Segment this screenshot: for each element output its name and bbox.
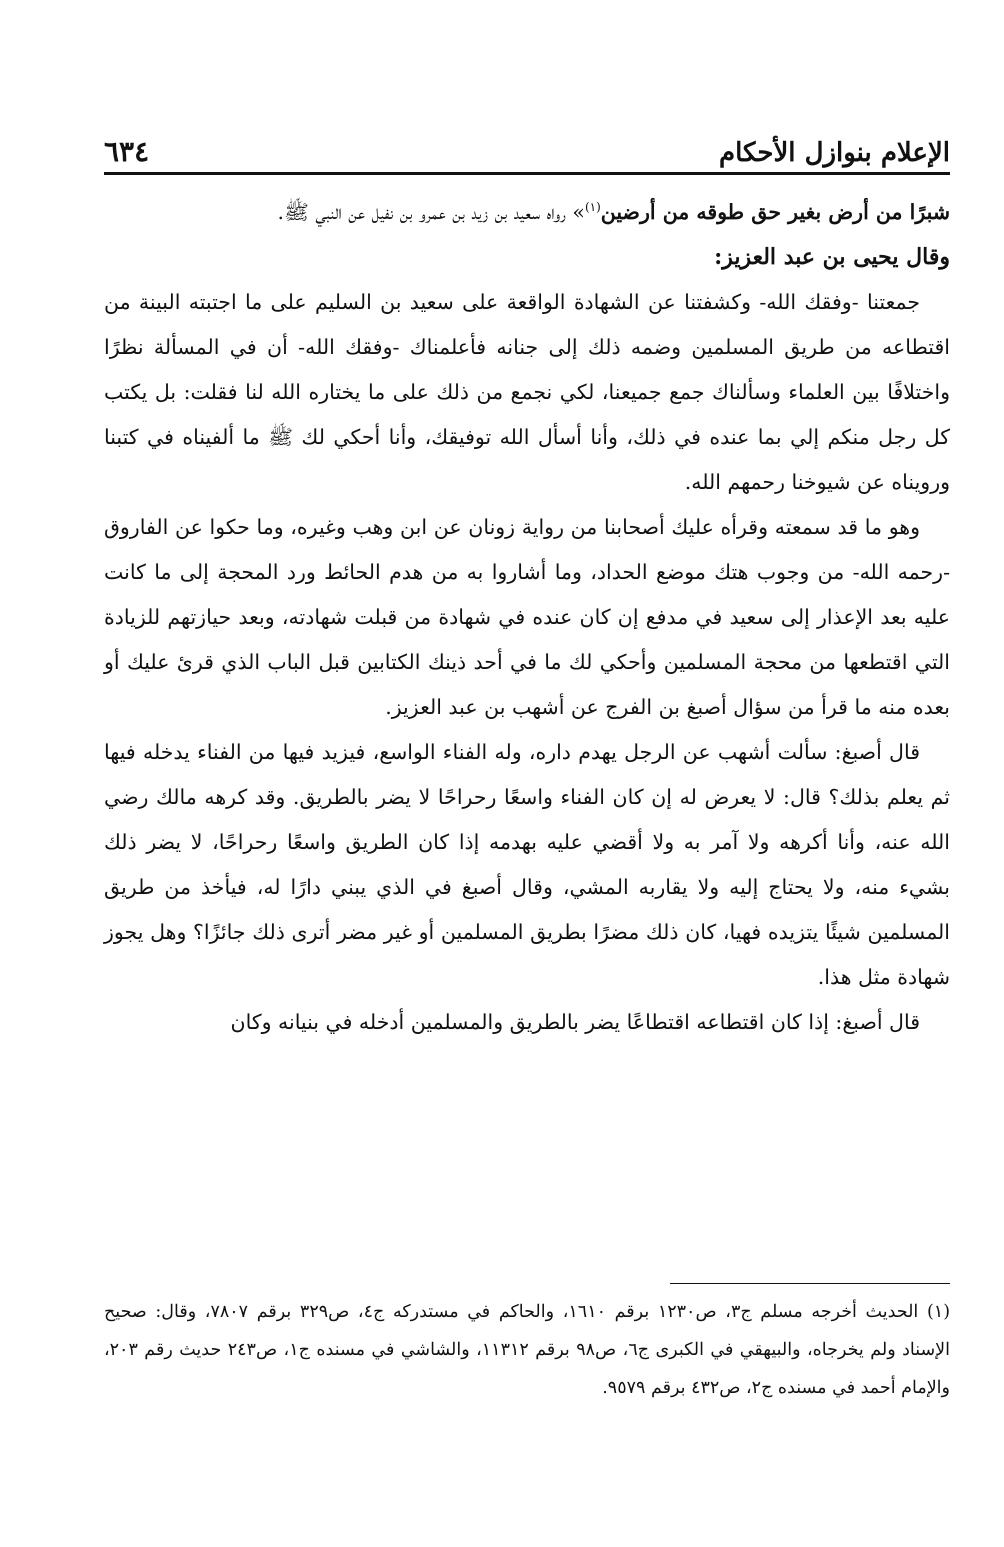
- paragraph-2: جمعتنا -وفقك الله- وكشفتنا عن الشهادة الواقعة على سعيد بن السليم على ما اجتبته البينة من اقتطاعه من طريق المسلمين وضمه ذلك إلى جنانه فأعلمناك -وفقك الله- أن في المسألة نظرًا واختلافًا بين العلماء وسألناك جمع جميعنا، لكي نجمع من ذلك على ما يختاره الله لنا فقلت: بل يكتب كل رجل منكم إلي بما عنده في ذلك، وأنا أسأل الله توفيقك، وأنا أحكي لك ﷺ ما ألفيناه في كتبنا ورويناه عن شيوخنا رحمهم الله.: [104, 290, 950, 494]
- header-rule: [104, 172, 950, 175]
- footnote-marker: (١): [584, 200, 601, 215]
- hadith-quote: شبرًا من أرض بغير حق طوقه من أرضين: [600, 200, 950, 224]
- running-header: [104, 118, 950, 168]
- main-text: [104, 190, 950, 1045]
- paragraph-5: قال أصبغ: إذا كان اقتطاعه اقتطاعًا يضر بالطريق والمسلمين أدخله في بنيانه وكان: [230, 1010, 920, 1034]
- book-title: الإعلام بنوازل الأحكام: [719, 138, 950, 168]
- paragraph-3: وهو ما قد سمعته وقرأه عليك أصحابنا من رواية زونان عن ابن وهب وغيره، وما حكوا عن الفاروق -رحمه الله- من وجوب هتك موضع الحداد، وما أشاروا به من هدم الحائط ورد المحجة إلى ما كانت عليه بعد الإعذار إلى سعيد في مدفع إن كان عنده في شهادة من قبلت شهادته، وبعد حيازتهم للزيادة التي اقتطعها من محجة المسلمين وأحكي لك ما في أحد ذينك الكتابين قبل الباب الذي قرئ عليك أو بعده منه ما قرأ من سؤال أصبغ بن الفرج عن أشهب بن عبد العزيز.: [104, 515, 950, 719]
- hadith-attribution: » رواه سعيد بن زيد بن عمرو بن نفيل عن النبي ﷺ.: [277, 200, 585, 224]
- page-number: ٦٣٤: [104, 135, 150, 168]
- paragraph-4: قال أصبغ: سألت أشهب عن الرجل يهدم داره، وله الفناء الواسع، فيزيد فيها من الفناء يدخله فيها ثم يعلم بذلك؟ قال: لا يعرض له إن كان الفناء واسعًا رحراحًا لا يضر بالطريق. وقد كرهه مالك رضي الله عنه، وأنا أكرهه ولا آمر به ولا أقضي عليه بهدمه إذا كان الطريق واسعًا رحراحًا، لا يضر ذلك بشيء منه، ولا يحتاج إليه ولا يقاربه المشي، وقال أصبغ في الذي يبني دارًا له، فيأخذ من طريق المسلمين شيئًا يتزيده فهيا، كان ذلك مضرًا بطريق المسلمين أو غير مضر أترى ذلك جائزًا؟ وهل يجوز شهادة مثل هذا.: [104, 740, 950, 989]
- footnote: (١) الحديث أخرجه مسلم ج٣، ص١٢٣٠ برقم ١٦١٠، والحاكم في مستدركه ج٤، ص٣٢٩ برقم ٧٨٠٧، وقال: صحيح الإسناد ولم يخرجاه، والبيهقي في الكبرى ج٦، ص٩٨ برقم ١١٣١٢، والشاشي في مسنده ج١، ص٢٤٣ حديث رقم ٢٠٣، والإمام أحمد في مسنده ج٢، ص٤٣٢ برقم ٩٥٧٩.: [104, 1302, 951, 1398]
- paragraph-1: [104, 190, 950, 235]
- footnote-rule: [670, 1283, 950, 1284]
- section-heading: وقال يحيى بن عبد العزيز:: [714, 244, 950, 270]
